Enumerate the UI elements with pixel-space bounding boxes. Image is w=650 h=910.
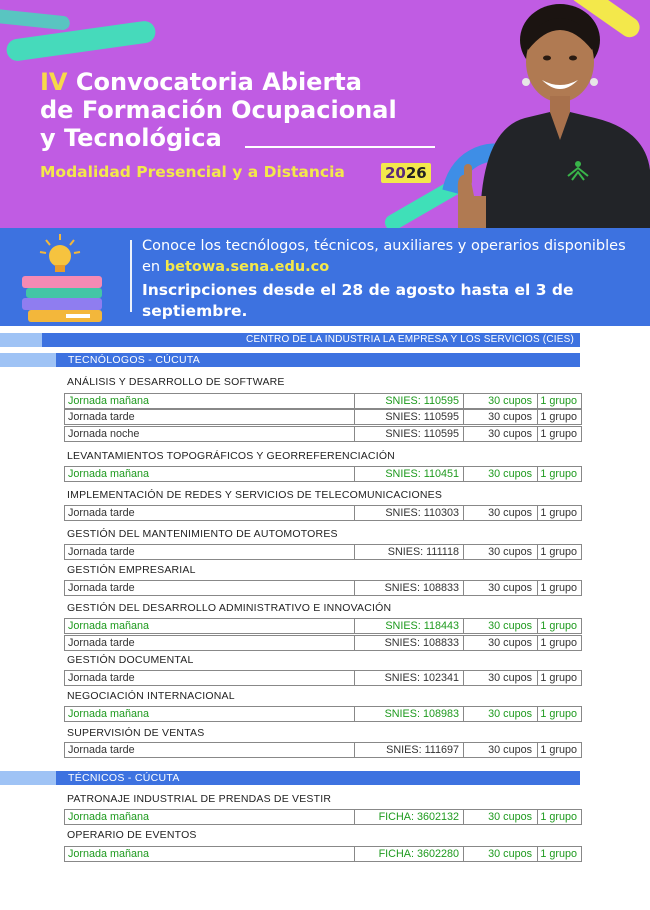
center-name: CENTRO DE LA INDUSTRIA LA EMPRESA Y LOS SERVICIOS (CIES) (246, 334, 574, 345)
code-cell: SNIES: 111118 (355, 545, 464, 559)
jornada-cell: Jornada mañana (65, 847, 355, 861)
center-header (0, 333, 580, 347)
jornada-cell: Jornada mañana (65, 810, 355, 824)
grupo-cell: 1 grupo (540, 708, 577, 720)
table-row (64, 393, 582, 409)
jornada-cell: Jornada mañana (65, 707, 355, 721)
grupo-cell: 1 grupo (540, 672, 577, 684)
cupos-cell: 30 cupos (464, 410, 538, 424)
code-cell: SNIES: 118443 (355, 619, 464, 633)
code-cell: FICHA: 3602280 (355, 847, 464, 861)
code-cell: SNIES: 110595 (355, 427, 464, 441)
cupos-cell: 30 cupos (464, 671, 538, 685)
table-row (64, 809, 582, 825)
jornada-cell: Jornada tarde (65, 581, 355, 595)
program-title: GESTIÓN DEL DESARROLLO ADMINISTRATIVO E INNOVACIÓN (67, 602, 392, 614)
website-link[interactable]: betowa.sena.edu.co (164, 259, 330, 275)
cupos-cell: 30 cupos (464, 506, 538, 520)
code-cell: SNIES: 111697 (355, 743, 464, 757)
cupos-cell: 30 cupos (464, 467, 538, 481)
grupo-cell: 1 grupo (540, 620, 577, 632)
title-roman: IV (40, 68, 68, 96)
code-cell: SNIES: 102341 (355, 671, 464, 685)
jornada-cell: Jornada tarde (65, 671, 355, 685)
table-row (64, 742, 582, 758)
cupos-cell: 30 cupos (464, 394, 538, 408)
code-cell: FICHA: 3602132 (355, 810, 464, 824)
code-cell: SNIES: 110303 (355, 506, 464, 520)
cupos-cell: 30 cupos (464, 810, 538, 824)
books-lightbulb-icon (18, 232, 110, 326)
year-badge (381, 163, 431, 183)
table-row (64, 706, 582, 722)
grupo-cell: 1 grupo (540, 468, 577, 480)
table-row (64, 426, 582, 442)
code-cell: SNIES: 108983 (355, 707, 464, 721)
cupos-cell: 30 cupos (464, 545, 538, 559)
code-cell: SNIES: 108833 (355, 581, 464, 595)
program-title: GESTIÓN EMPRESARIAL (67, 564, 196, 576)
jornada-cell: Jornada tarde (65, 743, 355, 757)
table-row (64, 505, 582, 521)
grupo-cell: 1 grupo (540, 428, 577, 440)
band-text-line2 (142, 259, 329, 275)
person-photo (450, 0, 650, 228)
jornada-cell: Jornada tarde (65, 506, 355, 520)
cupos-cell: 30 cupos (464, 707, 538, 721)
jornada-cell: Jornada tarde (65, 545, 355, 559)
bar-accent (0, 771, 56, 785)
cupos-cell: 30 cupos (464, 743, 538, 757)
grupo-cell: 1 grupo (540, 744, 577, 756)
jornada-cell: Jornada tarde (65, 636, 355, 650)
year-suffix: 26 (405, 164, 427, 182)
program-title: OPERARIO DE EVENTOS (67, 829, 197, 841)
grupo-cell: 1 grupo (540, 811, 577, 823)
program-title: LEVANTAMIENTOS TOPOGRÁFICOS Y GEORREFERENCIACIÓN (67, 450, 395, 462)
code-cell: SNIES: 108833 (355, 636, 464, 650)
cupos-cell: 30 cupos (464, 581, 538, 595)
grupo-cell: 1 grupo (540, 411, 577, 423)
table-row (64, 670, 582, 686)
registration-dates: Inscripciones desde el 28 de agosto hasta el 3 de septiembre. (142, 281, 574, 320)
grupo-cell: 1 grupo (540, 848, 577, 860)
cupos-cell: 30 cupos (464, 619, 538, 633)
program-title: IMPLEMENTACIÓN DE REDES Y SERVICIOS DE TELECOMUNICACIONES (67, 489, 443, 501)
program-title: ANÁLISIS Y DESARROLLO DE SOFTWARE (67, 376, 285, 388)
title-line3: y Tecnológica (40, 124, 222, 152)
table-row (64, 544, 582, 560)
cupos-cell: 30 cupos (464, 636, 538, 650)
cupos-cell: 30 cupos (464, 847, 538, 861)
grupo-cell: 1 grupo (540, 637, 577, 649)
section-header-tecnologos (0, 353, 580, 367)
bar-accent (0, 353, 56, 367)
band-text-line1: Conoce los tecnólogos, técnicos, auxiliares y operarios disponibles (142, 238, 626, 254)
year-prefix: 20 (385, 164, 406, 182)
grupo-cell: 1 grupo (540, 507, 577, 519)
grupo-cell: 1 grupo (540, 582, 577, 594)
section-title: TECNÓLOGOS - CÚCUTA (68, 354, 201, 366)
table-row (64, 846, 582, 862)
jornada-cell: Jornada mañana (65, 394, 355, 408)
cupos-cell: 30 cupos (464, 427, 538, 441)
decorative-swoosh (0, 7, 70, 30)
program-title: PATRONAJE INDUSTRIAL DE PRENDAS DE VESTIR (67, 793, 332, 805)
program-title: SUPERVISIÓN DE VENTAS (67, 727, 205, 739)
program-title: GESTIÓN DOCUMENTAL (67, 654, 194, 666)
jornada-cell: Jornada mañana (65, 619, 355, 633)
title-underline (245, 146, 435, 148)
code-cell: SNIES: 110451 (355, 467, 464, 481)
section-title: TÉCNICOS - CÚCUTA (68, 772, 180, 784)
table-row (64, 618, 582, 634)
title-line1: Convocatoria Abierta (75, 68, 362, 96)
grupo-cell: 1 grupo (540, 546, 577, 558)
band-prefix: en (142, 259, 165, 275)
hero-banner (0, 0, 650, 228)
title-line2: de Formación Ocupacional (40, 96, 397, 124)
bar-accent (0, 333, 42, 347)
program-title: GESTIÓN DEL MANTENIMIENTO DE AUTOMOTORES (67, 528, 338, 540)
band-separator (130, 240, 132, 312)
page-title (40, 68, 397, 152)
table-row (64, 466, 582, 482)
program-title: NEGOCIACIÓN INTERNACIONAL (67, 690, 235, 702)
jornada-cell: Jornada tarde (65, 410, 355, 424)
table-row (64, 580, 582, 596)
grupo-cell: 1 grupo (540, 395, 577, 407)
table-row (64, 635, 582, 651)
code-cell: SNIES: 110595 (355, 410, 464, 424)
code-cell: SNIES: 110595 (355, 394, 464, 408)
jornada-cell: Jornada noche (65, 427, 355, 441)
section-header-tecnicos (0, 771, 580, 785)
subtitle: Modalidad Presencial y a Distancia (40, 163, 345, 181)
table-row (64, 409, 582, 425)
jornada-cell: Jornada mañana (65, 467, 355, 481)
